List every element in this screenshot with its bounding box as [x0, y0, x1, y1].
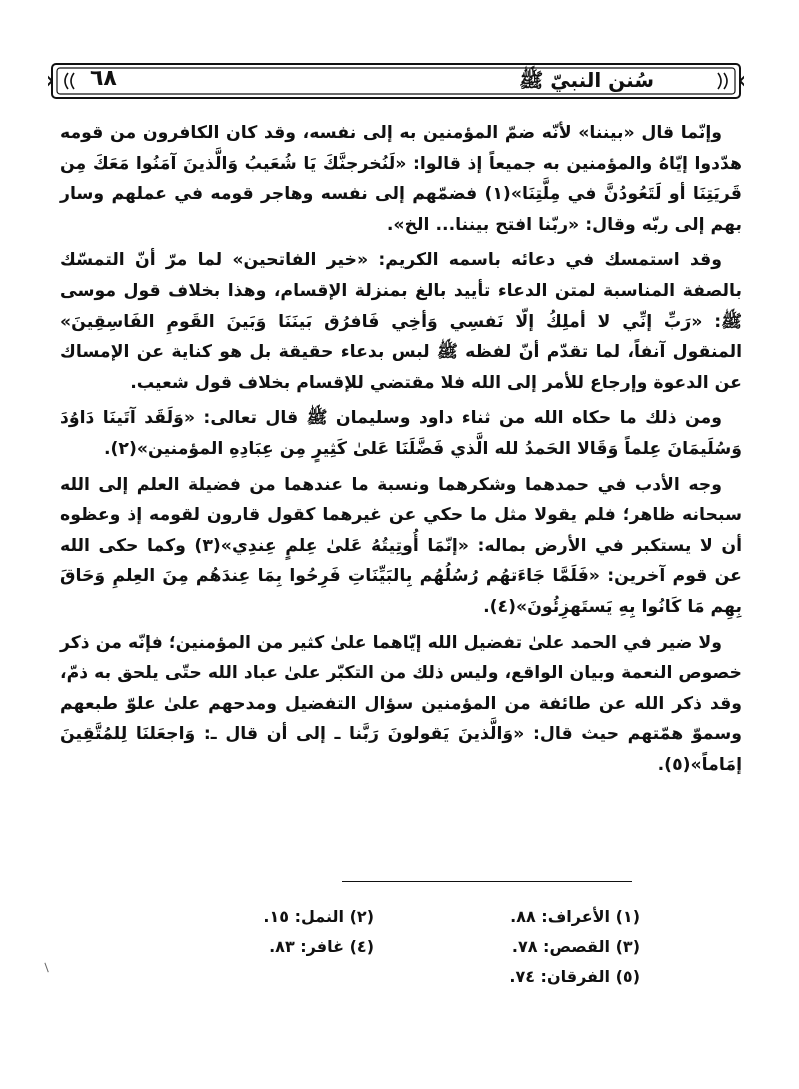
main-text: [60, 118, 742, 780]
paragraph: ولا ضير في الحمد علىٰ تفضيل الله إيّاهما علىٰ كثير من المؤمنين؛ فإنّه من ذكر خصوص النعمة وبيان الواقع، وليس ذلك من التكبّر علىٰ عباد الله حتّى يلحق به ذمّ، وقد ذكر الله عن طائفة من المؤمنين سؤال التفضيل ومدحهم علىٰ علوّ طبعهم وسموّ همّتهم حيث قال: «وَالَّذينَ يَقولونَ رَبَّنا ـ إلى أن قال ـ: وَاجعَلنَا لِلمُتَّقِينَ إمَاماً»(٥).: [60, 632, 742, 775]
paragraph: وإنّما قال «بيننا» لأنّه ضمّ المؤمنين به إلى نفسه، وقد كان الكافرون من قومه هدّدوا إيّاهُ والمؤمنين به جميعاً إذ قالوا: «لَنُخرجنَّكَ يَا شُعَيبُ وَالَّذينَ آمَنُوا مَعَكَ مِن قَريَتِنَا أو لَتَعُودُنَّ في مِلَّتِنَا»(١) فضمّهم إلى نفسه وهاجر قومه في عملهم وسار بهم إلى ربّه وقال: «ربّنا افتح بيننا... الخ».: [60, 123, 742, 235]
footnote-divider: [342, 881, 632, 882]
footnote-row: [200, 937, 640, 967]
paragraph: وقد استمسك في دعائه باسمه الكريم: «خير الفاتحين» لما مرّ أنّ التمسّك بالصفة المناسبة لمتن الدعاء تأييد بالغ بمنزلة الإقسام، وهذا بخلاف قول موسى ﷺ: «رَبِّ إنِّي لا أملِكُ إلّا نَفسِي وَأخِي فَافرُق بَينَنَا وَبَينَ القَومِ الفَاسِقِينَ» المنقول آنفاً، لما تقدّم أنّ لفظه ﷺ لبس بدعاء حقيقة بل هو كناية عن الإمساك عن الدعوة وإرجاع للأمر إلى الله فلا مقتضي للإقسام بخلاف قول شعيب.: [60, 250, 742, 393]
paragraph: ومن ذلك ما حكاه الله من ثناء داود وسليمان ﷺ قال تعالى: «وَلَقَد آتَينَا دَاوُدَ وَسُلَيمَانَ عِلماً وَقَالا الحَمدُ لله الَّذي فَضَّلَنَا عَلىٰ كَثِيرٍ مِن عِبَادِهِ المؤمنين»(٢).: [60, 408, 742, 459]
margin-mark: [44, 962, 51, 973]
page-number: ٦٨: [90, 66, 117, 91]
footnote-row: [200, 967, 640, 997]
footnotes: [200, 907, 640, 997]
footnote-4: (٤) غافر: ٨٣.: [269, 937, 374, 956]
page-header: [48, 61, 744, 101]
footnote-1: (١) الأعراف: ٨٨.: [510, 907, 640, 926]
footnote-row: [200, 907, 640, 937]
running-title: سُنن النبيّ ﷺ: [519, 68, 654, 92]
footnote-2: (٢) النمل: ١٥.: [263, 907, 374, 926]
paragraph: وجه الأدب في حمدهما وشكرهما ونسبة ما عندهما من فضيلة العلم إلى الله سبحانه ظاهر؛ فلم يقولا مثل ما حكي عن غيرهما كقول قارون لقومه إذ وعظوه أن لا يستكبر في الأرض بماله: «إنّمَا أُوتِيتُهُ عَلىٰ عِلمٍ عِندِي»(٣) وكما حكى الله عن قوم آخرين: «فَلَمَّا جَاءَتهُم رُسُلُهُم بِالبَيِّنَاتِ فَرِحُوا بِمَا عِندَهُم مِنَ العِلمِ وَحَاقَ بِهِم مَا كَانُوا بِهِ يَستَهزِئُونَ»(٤).: [60, 474, 743, 617]
footnote-3: (٣) القصص: ٧٨.: [511, 937, 640, 956]
footnote-5: (٥) الفرقان: ٧٤.: [509, 967, 640, 986]
